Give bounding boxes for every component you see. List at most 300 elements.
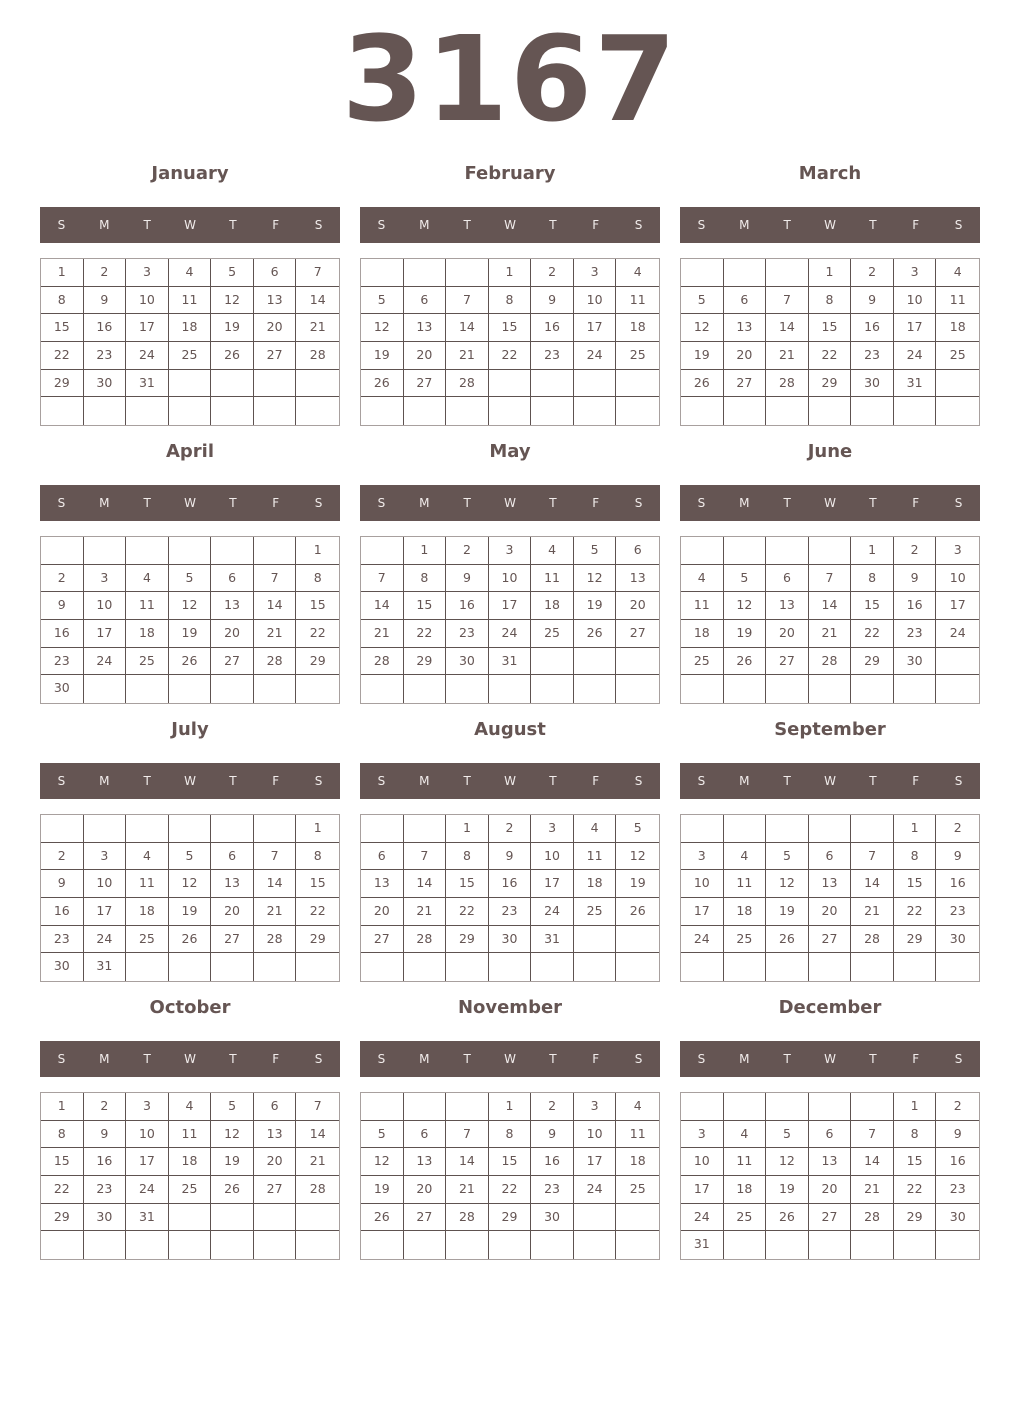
day-cell: 25 xyxy=(169,1176,212,1204)
day-cell: 29 xyxy=(404,648,447,676)
day-cell: 25 xyxy=(616,342,659,370)
day-cell: 12 xyxy=(169,870,212,898)
empty-cell xyxy=(361,259,404,287)
day-cell: 17 xyxy=(126,1148,169,1176)
day-cell: 17 xyxy=(574,1148,617,1176)
day-cell: 6 xyxy=(724,287,767,315)
day-cell: 29 xyxy=(489,1204,532,1232)
empty-cell xyxy=(724,397,767,425)
weekday-label: T xyxy=(143,1052,151,1066)
day-cell: 12 xyxy=(361,314,404,342)
empty-cell xyxy=(489,953,532,981)
empty-cell xyxy=(851,397,894,425)
empty-cell xyxy=(361,1093,404,1121)
empty-cell xyxy=(254,397,297,425)
weekday-label: S xyxy=(314,774,323,788)
day-cell: 13 xyxy=(211,870,254,898)
weekday-label: T xyxy=(463,774,471,788)
day-cell: 9 xyxy=(531,287,574,315)
day-cell: 3 xyxy=(894,259,937,287)
day-cell: 9 xyxy=(851,287,894,315)
weekday-header xyxy=(360,763,660,799)
weekday-header xyxy=(680,207,980,243)
day-cell: 22 xyxy=(809,342,852,370)
empty-cell xyxy=(894,675,937,703)
day-cell: 1 xyxy=(296,537,339,565)
day-cell: 6 xyxy=(616,537,659,565)
weekday-label: F xyxy=(592,496,600,510)
day-cell: 12 xyxy=(616,843,659,871)
weekday-label: T xyxy=(549,1052,557,1066)
day-cell: 29 xyxy=(894,926,937,954)
day-cell: 27 xyxy=(211,926,254,954)
day-cell: 8 xyxy=(296,843,339,871)
day-cell: 18 xyxy=(616,1148,659,1176)
day-cell: 10 xyxy=(894,287,937,315)
empty-cell xyxy=(724,1231,767,1259)
empty-cell xyxy=(296,397,339,425)
weekday-label: T xyxy=(229,496,237,510)
empty-cell xyxy=(616,953,659,981)
weekday-label: T xyxy=(783,774,791,788)
empty-cell xyxy=(574,926,617,954)
day-cell: 22 xyxy=(296,620,339,648)
day-cell: 1 xyxy=(809,259,852,287)
day-cell: 12 xyxy=(574,565,617,593)
day-cell: 11 xyxy=(616,1121,659,1149)
day-cell: 23 xyxy=(894,620,937,648)
empty-cell xyxy=(446,1093,489,1121)
day-cell: 4 xyxy=(724,843,767,871)
weekday-label: S xyxy=(634,218,643,232)
day-cell: 17 xyxy=(84,620,127,648)
empty-cell xyxy=(724,1093,767,1121)
day-cell: 8 xyxy=(894,843,937,871)
empty-cell xyxy=(169,675,212,703)
day-cell: 4 xyxy=(936,259,979,287)
day-cell: 21 xyxy=(766,342,809,370)
empty-cell xyxy=(254,675,297,703)
weekday-label: W xyxy=(184,774,196,788)
empty-cell xyxy=(681,537,724,565)
day-cell: 24 xyxy=(574,342,617,370)
day-cell: 16 xyxy=(936,870,979,898)
empty-cell xyxy=(446,397,489,425)
year-title: 3167 xyxy=(341,10,679,148)
day-cell: 25 xyxy=(936,342,979,370)
day-cell: 9 xyxy=(936,843,979,871)
weekday-label: W xyxy=(184,1052,196,1066)
day-cell: 1 xyxy=(41,259,84,287)
day-cell: 6 xyxy=(809,843,852,871)
weekday-label: S xyxy=(57,774,66,788)
empty-cell xyxy=(254,815,297,843)
day-cell: 8 xyxy=(41,1121,84,1149)
empty-cell xyxy=(211,1204,254,1232)
day-cell: 19 xyxy=(361,1176,404,1204)
weekday-label: M xyxy=(739,1052,750,1066)
weekday-label: F xyxy=(592,1052,600,1066)
day-cell: 20 xyxy=(616,592,659,620)
empty-cell xyxy=(169,1204,212,1232)
day-cell: 22 xyxy=(41,342,84,370)
day-cell: 1 xyxy=(296,815,339,843)
empty-cell xyxy=(211,397,254,425)
weekday-label: W xyxy=(184,496,196,510)
empty-cell xyxy=(489,397,532,425)
day-cell: 30 xyxy=(851,370,894,398)
empty-cell xyxy=(681,815,724,843)
weekday-label: S xyxy=(634,496,643,510)
weekday-header xyxy=(40,485,340,521)
day-cell: 16 xyxy=(446,592,489,620)
weekday-label: S xyxy=(57,218,66,232)
day-cell: 17 xyxy=(84,898,127,926)
day-cell: 4 xyxy=(126,565,169,593)
day-cell: 8 xyxy=(894,1121,937,1149)
day-grid xyxy=(360,258,660,426)
empty-cell xyxy=(531,675,574,703)
day-cell: 11 xyxy=(616,287,659,315)
day-cell: 31 xyxy=(681,1231,724,1259)
empty-cell xyxy=(616,648,659,676)
empty-cell xyxy=(446,953,489,981)
empty-cell xyxy=(809,397,852,425)
empty-cell xyxy=(574,648,617,676)
empty-cell xyxy=(446,675,489,703)
empty-cell xyxy=(936,648,979,676)
weekday-label: F xyxy=(272,496,280,510)
day-cell: 26 xyxy=(766,1204,809,1232)
weekday-label: W xyxy=(504,496,516,510)
empty-cell xyxy=(404,1093,447,1121)
day-cell: 1 xyxy=(894,1093,937,1121)
day-cell: 10 xyxy=(681,1148,724,1176)
day-cell: 10 xyxy=(574,287,617,315)
day-cell: 25 xyxy=(724,1204,767,1232)
weekday-label: M xyxy=(419,218,430,232)
day-cell: 29 xyxy=(446,926,489,954)
day-grid xyxy=(360,536,660,704)
empty-cell xyxy=(681,259,724,287)
day-cell: 10 xyxy=(84,870,127,898)
day-cell: 18 xyxy=(169,1148,212,1176)
weekday-label: T xyxy=(463,218,471,232)
day-cell: 25 xyxy=(681,648,724,676)
day-cell: 28 xyxy=(296,342,339,370)
weekday-header xyxy=(40,1041,340,1077)
weekday-label: W xyxy=(184,218,196,232)
weekday-header xyxy=(360,485,660,521)
weekday-label: F xyxy=(592,218,600,232)
day-cell: 9 xyxy=(446,565,489,593)
empty-cell xyxy=(851,815,894,843)
day-cell: 23 xyxy=(851,342,894,370)
day-cell: 6 xyxy=(211,843,254,871)
weekday-label: M xyxy=(419,1052,430,1066)
day-cell: 7 xyxy=(446,287,489,315)
empty-cell xyxy=(766,537,809,565)
weekday-label: F xyxy=(912,1052,920,1066)
weekday-label: S xyxy=(377,218,386,232)
day-cell: 21 xyxy=(446,1176,489,1204)
day-cell: 27 xyxy=(724,370,767,398)
day-cell: 2 xyxy=(41,565,84,593)
weekday-label: M xyxy=(419,774,430,788)
empty-cell xyxy=(254,537,297,565)
empty-cell xyxy=(41,397,84,425)
day-cell: 6 xyxy=(766,565,809,593)
day-cell: 31 xyxy=(126,1204,169,1232)
day-cell: 14 xyxy=(404,870,447,898)
day-cell: 27 xyxy=(254,1176,297,1204)
day-cell: 18 xyxy=(126,620,169,648)
empty-cell xyxy=(84,537,127,565)
day-cell: 2 xyxy=(84,259,127,287)
day-cell: 23 xyxy=(531,342,574,370)
day-cell: 21 xyxy=(809,620,852,648)
day-cell: 4 xyxy=(169,1093,212,1121)
empty-cell xyxy=(531,648,574,676)
day-cell: 22 xyxy=(489,342,532,370)
day-cell: 18 xyxy=(169,314,212,342)
empty-cell xyxy=(211,1231,254,1259)
day-cell: 15 xyxy=(296,870,339,898)
weekday-label: W xyxy=(824,774,836,788)
empty-cell xyxy=(169,397,212,425)
day-cell: 30 xyxy=(84,370,127,398)
day-cell: 21 xyxy=(296,314,339,342)
day-cell: 23 xyxy=(531,1176,574,1204)
empty-cell xyxy=(169,537,212,565)
month-name: December xyxy=(778,997,882,1018)
day-cell: 17 xyxy=(531,870,574,898)
day-cell: 4 xyxy=(574,815,617,843)
day-cell: 4 xyxy=(681,565,724,593)
day-cell: 14 xyxy=(809,592,852,620)
day-cell: 9 xyxy=(531,1121,574,1149)
day-cell: 13 xyxy=(404,314,447,342)
day-cell: 20 xyxy=(809,1176,852,1204)
day-cell: 23 xyxy=(84,342,127,370)
day-cell: 9 xyxy=(84,287,127,315)
day-cell: 23 xyxy=(446,620,489,648)
weekday-label: S xyxy=(697,496,706,510)
day-cell: 30 xyxy=(84,1204,127,1232)
day-cell: 7 xyxy=(296,1093,339,1121)
day-cell: 5 xyxy=(169,565,212,593)
day-cell: 25 xyxy=(616,1176,659,1204)
day-cell: 3 xyxy=(936,537,979,565)
weekday-label: S xyxy=(954,1052,963,1066)
day-cell: 26 xyxy=(361,370,404,398)
empty-cell xyxy=(296,370,339,398)
day-cell: 17 xyxy=(681,1176,724,1204)
empty-cell xyxy=(766,259,809,287)
empty-cell xyxy=(361,815,404,843)
empty-cell xyxy=(211,953,254,981)
day-cell: 29 xyxy=(809,370,852,398)
day-cell: 8 xyxy=(404,565,447,593)
day-grid xyxy=(680,814,980,982)
day-cell: 1 xyxy=(41,1093,84,1121)
weekday-label: T xyxy=(783,218,791,232)
weekday-label: F xyxy=(272,218,280,232)
day-cell: 5 xyxy=(766,1121,809,1149)
weekday-label: W xyxy=(504,1052,516,1066)
day-grid xyxy=(40,1092,340,1260)
day-cell: 6 xyxy=(404,287,447,315)
empty-cell xyxy=(211,815,254,843)
day-cell: 29 xyxy=(41,1204,84,1232)
day-cell: 27 xyxy=(254,342,297,370)
day-cell: 30 xyxy=(41,675,84,703)
empty-cell xyxy=(809,1093,852,1121)
empty-cell xyxy=(894,397,937,425)
day-cell: 3 xyxy=(489,537,532,565)
day-cell: 2 xyxy=(489,815,532,843)
day-cell: 4 xyxy=(126,843,169,871)
empty-cell xyxy=(574,1231,617,1259)
day-cell: 2 xyxy=(936,1093,979,1121)
empty-cell xyxy=(84,815,127,843)
day-cell: 27 xyxy=(616,620,659,648)
weekday-label: W xyxy=(504,774,516,788)
weekday-label: S xyxy=(954,774,963,788)
day-cell: 17 xyxy=(574,314,617,342)
day-cell: 5 xyxy=(169,843,212,871)
day-cell: 29 xyxy=(296,926,339,954)
empty-cell xyxy=(404,259,447,287)
weekday-header xyxy=(680,485,980,521)
day-cell: 21 xyxy=(254,898,297,926)
day-cell: 28 xyxy=(404,926,447,954)
day-cell: 11 xyxy=(681,592,724,620)
empty-cell xyxy=(574,1204,617,1232)
empty-cell xyxy=(724,537,767,565)
day-cell: 14 xyxy=(851,870,894,898)
day-cell: 26 xyxy=(724,648,767,676)
day-cell: 17 xyxy=(681,898,724,926)
day-cell: 8 xyxy=(489,287,532,315)
day-cell: 29 xyxy=(41,370,84,398)
empty-cell xyxy=(361,953,404,981)
day-cell: 1 xyxy=(489,259,532,287)
day-cell: 4 xyxy=(531,537,574,565)
day-cell: 2 xyxy=(41,843,84,871)
day-cell: 15 xyxy=(41,1148,84,1176)
empty-cell xyxy=(169,815,212,843)
day-cell: 27 xyxy=(809,926,852,954)
day-cell: 27 xyxy=(361,926,404,954)
day-cell: 23 xyxy=(41,926,84,954)
day-cell: 1 xyxy=(489,1093,532,1121)
day-cell: 16 xyxy=(41,620,84,648)
day-cell: 6 xyxy=(254,1093,297,1121)
weekday-label: M xyxy=(99,774,110,788)
day-cell: 28 xyxy=(809,648,852,676)
weekday-header xyxy=(680,1041,980,1077)
empty-cell xyxy=(404,1231,447,1259)
empty-cell xyxy=(766,397,809,425)
day-cell: 18 xyxy=(724,898,767,926)
day-cell: 7 xyxy=(809,565,852,593)
weekday-label: F xyxy=(912,218,920,232)
weekday-label: S xyxy=(954,218,963,232)
day-cell: 18 xyxy=(724,1176,767,1204)
day-cell: 25 xyxy=(531,620,574,648)
day-cell: 21 xyxy=(404,898,447,926)
day-cell: 18 xyxy=(574,870,617,898)
empty-cell xyxy=(531,397,574,425)
weekday-label: T xyxy=(463,1052,471,1066)
weekday-label: S xyxy=(377,496,386,510)
day-cell: 10 xyxy=(489,565,532,593)
empty-cell xyxy=(809,953,852,981)
day-cell: 7 xyxy=(851,843,894,871)
weekday-label: S xyxy=(697,218,706,232)
day-cell: 8 xyxy=(489,1121,532,1149)
month-name: August xyxy=(474,719,546,740)
empty-cell xyxy=(766,815,809,843)
empty-cell xyxy=(361,537,404,565)
day-cell: 20 xyxy=(254,1148,297,1176)
empty-cell xyxy=(531,953,574,981)
day-cell: 28 xyxy=(254,926,297,954)
day-cell: 10 xyxy=(681,870,724,898)
day-cell: 5 xyxy=(361,1121,404,1149)
day-cell: 26 xyxy=(169,926,212,954)
weekday-label: S xyxy=(314,1052,323,1066)
empty-cell xyxy=(724,259,767,287)
day-cell: 7 xyxy=(361,565,404,593)
empty-cell xyxy=(766,1231,809,1259)
day-cell: 9 xyxy=(936,1121,979,1149)
day-cell: 16 xyxy=(531,1148,574,1176)
day-cell: 19 xyxy=(169,898,212,926)
day-cell: 16 xyxy=(84,1148,127,1176)
day-cell: 17 xyxy=(489,592,532,620)
day-cell: 22 xyxy=(894,898,937,926)
day-cell: 18 xyxy=(531,592,574,620)
day-cell: 13 xyxy=(766,592,809,620)
day-cell: 25 xyxy=(724,926,767,954)
day-cell: 16 xyxy=(894,592,937,620)
day-cell: 6 xyxy=(809,1121,852,1149)
day-cell: 27 xyxy=(404,370,447,398)
day-cell: 6 xyxy=(404,1121,447,1149)
day-cell: 13 xyxy=(724,314,767,342)
day-cell: 8 xyxy=(446,843,489,871)
month-name: October xyxy=(149,997,231,1018)
day-cell: 13 xyxy=(361,870,404,898)
weekday-label: S xyxy=(634,1052,643,1066)
weekday-label: S xyxy=(57,1052,66,1066)
day-cell: 26 xyxy=(169,648,212,676)
weekday-label: F xyxy=(912,774,920,788)
empty-cell xyxy=(404,397,447,425)
empty-cell xyxy=(84,397,127,425)
day-grid xyxy=(360,814,660,982)
empty-cell xyxy=(361,675,404,703)
day-cell: 19 xyxy=(766,1176,809,1204)
day-cell: 3 xyxy=(574,1093,617,1121)
day-cell: 26 xyxy=(766,926,809,954)
day-cell: 4 xyxy=(724,1121,767,1149)
weekday-label: S xyxy=(377,1052,386,1066)
day-cell: 20 xyxy=(766,620,809,648)
day-cell: 3 xyxy=(126,1093,169,1121)
